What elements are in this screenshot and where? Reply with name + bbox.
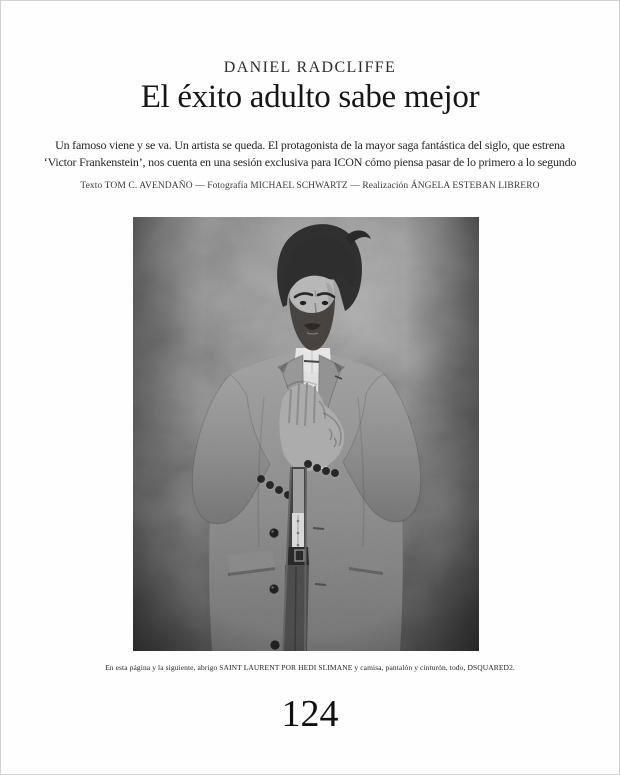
- page-number: 124: [281, 693, 339, 735]
- photo-caption: En esta página y la siguiente, abrigo SAINT LAURENT POR HEDI SLIMANE y camisa, pantalón y cinturón, todo, DSQUARED2.: [105, 663, 515, 672]
- portrait-photo: [133, 217, 479, 651]
- kicker: DANIEL RADCLIFFE: [223, 59, 397, 76]
- byline: Texto TOM C. AVENDAÑO — Fotografía MICHAEL SCHWARTZ — Realización ÁNGELA ESTEBAN LIBRERO: [80, 181, 540, 191]
- standfirst-line-2: ‘Victor Frankenstein’, nos cuenta en una sesión exclusiva para ICON cómo piensa pasar de lo primero a lo segundo: [43, 155, 577, 169]
- headline: El éxito adulto sabe mejor: [140, 79, 480, 115]
- standfirst-line-1: Un famoso viene y se va. Un artista se queda. El protagonista de la mayor saga fantástica del siglo, que estrena: [55, 138, 565, 152]
- standfirst: [1, 137, 619, 171]
- portrait-illustration: [133, 217, 479, 651]
